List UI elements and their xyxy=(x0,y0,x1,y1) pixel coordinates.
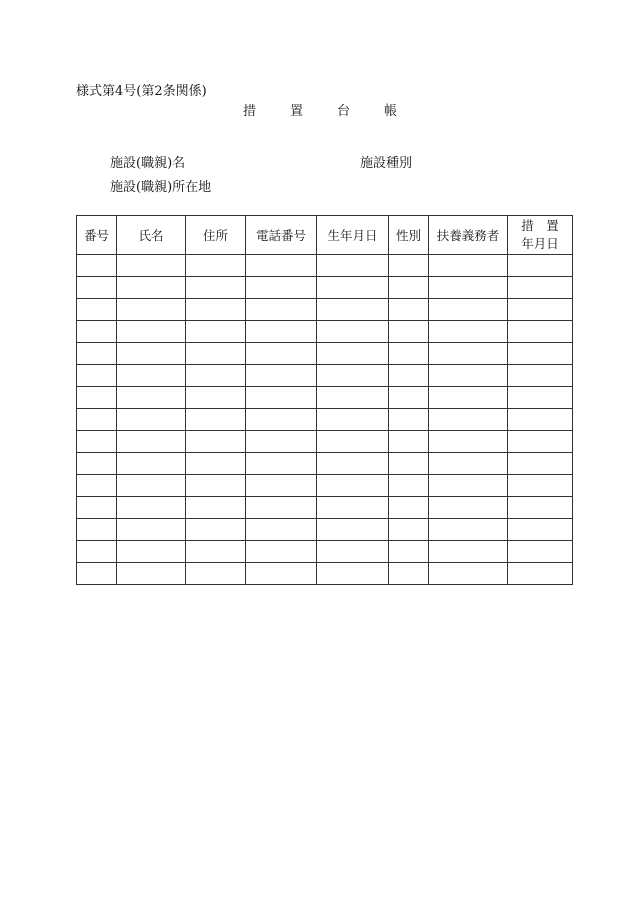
table-cell xyxy=(389,277,429,299)
table-cell xyxy=(429,563,508,585)
table-cell xyxy=(429,497,508,519)
table-cell xyxy=(77,299,117,321)
table-cell xyxy=(117,475,186,497)
table-cell xyxy=(508,321,573,343)
table-cell xyxy=(508,519,573,541)
table-cell xyxy=(77,321,117,343)
table-cell xyxy=(117,453,186,475)
table-cell xyxy=(429,519,508,541)
table-cell xyxy=(117,277,186,299)
title-char: 台 xyxy=(337,104,351,119)
table-cell xyxy=(508,431,573,453)
table-cell xyxy=(389,453,429,475)
table-cell xyxy=(389,563,429,585)
facility-name-label: 施設(職親)名 xyxy=(110,156,186,171)
table-cell xyxy=(246,453,317,475)
table-cell xyxy=(508,409,573,431)
table-cell xyxy=(508,563,573,585)
table-cell xyxy=(77,475,117,497)
table-cell xyxy=(77,365,117,387)
table-cell xyxy=(77,497,117,519)
table-cell xyxy=(508,387,573,409)
table-row xyxy=(77,431,573,453)
table-row xyxy=(77,365,573,387)
table-cell xyxy=(246,409,317,431)
table-cell xyxy=(186,321,246,343)
table-cell xyxy=(429,453,508,475)
table-cell xyxy=(77,431,117,453)
table-cell xyxy=(186,431,246,453)
table-cell xyxy=(429,387,508,409)
table-cell xyxy=(508,299,573,321)
table-cell xyxy=(317,563,389,585)
table-cell xyxy=(508,255,573,277)
table-cell xyxy=(508,365,573,387)
table-cell xyxy=(186,497,246,519)
table-cell xyxy=(429,321,508,343)
table-row xyxy=(77,277,573,299)
table-row xyxy=(77,343,573,365)
table-row xyxy=(77,299,573,321)
table-cell xyxy=(246,431,317,453)
title-char: 措 xyxy=(243,104,257,119)
table-cell xyxy=(508,541,573,563)
table-cell xyxy=(389,519,429,541)
facility-address-label: 施設(職親)所在地 xyxy=(110,180,212,195)
table-cell xyxy=(317,497,389,519)
table-cell xyxy=(429,475,508,497)
table-cell xyxy=(317,409,389,431)
table-cell xyxy=(186,255,246,277)
header-name: 氏名 xyxy=(117,216,186,255)
table-cell xyxy=(117,255,186,277)
table-cell xyxy=(508,343,573,365)
header-birthdate: 生年月日 xyxy=(317,216,389,255)
table-cell xyxy=(246,343,317,365)
table-cell xyxy=(77,563,117,585)
header-address: 住所 xyxy=(186,216,246,255)
form-number: 様式第4号(第2条関係) xyxy=(76,84,207,99)
table-cell xyxy=(429,299,508,321)
table-cell xyxy=(117,409,186,431)
table-cell xyxy=(117,519,186,541)
table-cell xyxy=(77,277,117,299)
table-row xyxy=(77,519,573,541)
table-cell xyxy=(117,541,186,563)
table-cell xyxy=(389,475,429,497)
table-cell xyxy=(389,343,429,365)
table-body xyxy=(77,255,573,585)
table-row xyxy=(77,387,573,409)
table-row xyxy=(77,321,573,343)
table-cell xyxy=(186,277,246,299)
table-cell xyxy=(186,343,246,365)
table-cell xyxy=(117,387,186,409)
table-cell xyxy=(317,475,389,497)
table-cell xyxy=(117,563,186,585)
table-cell xyxy=(246,387,317,409)
table-cell xyxy=(246,255,317,277)
table-row xyxy=(77,541,573,563)
table-cell xyxy=(246,497,317,519)
header-guardian: 扶養義務者 xyxy=(429,216,508,255)
table-cell xyxy=(117,321,186,343)
title-char: 帳 xyxy=(384,104,398,119)
table-row xyxy=(77,453,573,475)
table-cell xyxy=(429,255,508,277)
table-cell xyxy=(429,343,508,365)
table-cell xyxy=(186,519,246,541)
placement-ledger-table xyxy=(76,215,573,585)
table-cell xyxy=(77,343,117,365)
table-cell xyxy=(117,299,186,321)
table-cell xyxy=(117,431,186,453)
table-cell xyxy=(317,343,389,365)
table-cell xyxy=(508,475,573,497)
table-cell xyxy=(246,365,317,387)
table-cell xyxy=(77,387,117,409)
table-cell xyxy=(117,497,186,519)
table-cell xyxy=(77,453,117,475)
table-cell xyxy=(389,541,429,563)
table-cell xyxy=(508,497,573,519)
table-cell xyxy=(246,563,317,585)
table-cell xyxy=(186,299,246,321)
table-cell xyxy=(317,321,389,343)
facility-type-label: 施設種別 xyxy=(360,156,413,171)
header-phone: 電話番号 xyxy=(246,216,317,255)
table-header-row xyxy=(77,216,573,255)
table-cell xyxy=(389,365,429,387)
document-title xyxy=(243,104,397,120)
table-cell xyxy=(389,409,429,431)
table-cell xyxy=(317,387,389,409)
table-cell xyxy=(186,475,246,497)
table-cell xyxy=(246,475,317,497)
table-cell xyxy=(429,541,508,563)
table-cell xyxy=(508,453,573,475)
table-cell xyxy=(508,277,573,299)
table-cell xyxy=(317,431,389,453)
table-cell xyxy=(429,431,508,453)
table-cell xyxy=(317,453,389,475)
table-cell xyxy=(246,541,317,563)
table-cell xyxy=(117,365,186,387)
title-char: 置 xyxy=(290,104,304,119)
header-placement-date-line2: 年月日 xyxy=(521,236,559,251)
table-cell xyxy=(429,409,508,431)
table-cell xyxy=(246,277,317,299)
table-cell xyxy=(389,431,429,453)
table-cell xyxy=(389,299,429,321)
table-row xyxy=(77,475,573,497)
table-cell xyxy=(389,255,429,277)
header-number: 番号 xyxy=(77,216,117,255)
table-cell xyxy=(317,365,389,387)
table-cell xyxy=(317,277,389,299)
table-cell xyxy=(186,409,246,431)
table-cell xyxy=(389,497,429,519)
table-row xyxy=(77,497,573,519)
table-cell xyxy=(389,321,429,343)
table-cell xyxy=(429,365,508,387)
table-cell xyxy=(186,541,246,563)
table-cell xyxy=(117,343,186,365)
header-placement-date xyxy=(508,216,573,255)
table-row xyxy=(77,409,573,431)
header-placement-date-line1: 措 置 xyxy=(521,218,559,233)
table-cell xyxy=(186,563,246,585)
table-cell xyxy=(317,541,389,563)
table-row xyxy=(77,563,573,585)
table-cell xyxy=(186,365,246,387)
table-cell xyxy=(317,519,389,541)
table-cell xyxy=(317,255,389,277)
table-cell xyxy=(389,387,429,409)
table-cell xyxy=(186,453,246,475)
table-cell xyxy=(246,321,317,343)
table-cell xyxy=(186,387,246,409)
table-cell xyxy=(77,255,117,277)
table-cell xyxy=(246,519,317,541)
table-row xyxy=(77,255,573,277)
table-cell xyxy=(77,519,117,541)
table-cell xyxy=(429,277,508,299)
table-cell xyxy=(317,299,389,321)
table-cell xyxy=(246,299,317,321)
table-cell xyxy=(77,541,117,563)
table-cell xyxy=(77,409,117,431)
header-gender: 性別 xyxy=(389,216,429,255)
